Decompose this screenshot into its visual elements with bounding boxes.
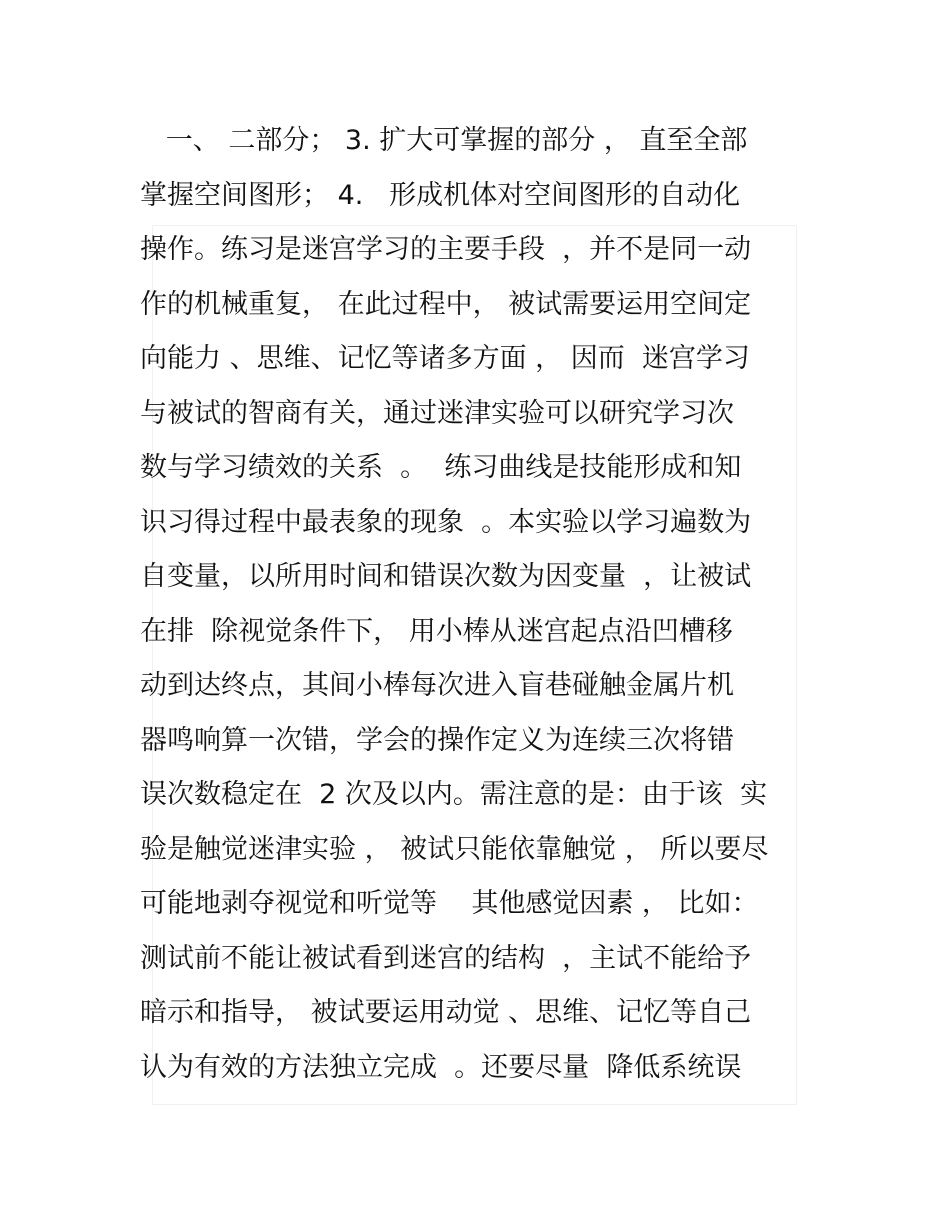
text-line: 向能力 、思维、记忆等诸多方面 ， 因而 迷宫学习 (140, 343, 750, 374)
text-line: 自变量，以所用时间和错误次数为因变量 ，让被试 (140, 561, 752, 592)
text-line: 一、 二部分； 3. 扩大可掌握的部分 ， 直至全部 (140, 125, 748, 156)
text-line: 验是触觉迷津实验 ， 被试只能依靠触觉 ， 所以要尽 (140, 833, 769, 865)
text-line: 识习得过程中最表象的现象 。本实验以学习遍数为 (140, 506, 752, 538)
text-line: 测试前不能让被试看到迷宫的结构 ，主试不能给予 (140, 942, 752, 974)
body-text (140, 114, 810, 1095)
text-line: 认为有效的方法独立完成 。还要尽量 降低系统误 (140, 1051, 742, 1083)
text-line: 与被试的智商有关，通过迷津实验可以研究学习次 (140, 397, 734, 429)
text-line: 数与学习绩效的关系 。 练习曲线是技能形成和知 (140, 452, 742, 483)
text-line: 在排 除视觉条件下， 用小棒从迷宫起点沿凹槽移 (140, 615, 733, 647)
text-line: 操作。练习是迷宫学习的主要手段 ，并不是同一动 (140, 234, 752, 265)
text-line: 作的机械重复， 在此过程中， 被试需要运用空间定 (140, 288, 752, 320)
text-line: 暗示和指导， 被试要运用动觉 、思维、记忆等自己 (140, 997, 752, 1028)
text-line: 动到达终点，其间小棒每次进入盲巷碰触金属片机 (140, 670, 734, 701)
text-line: 器鸣响算一次错，学会的操作定义为连续三次将错 (140, 724, 734, 756)
text-line: 掌握空间图形； 4. 形成机体对空间图形的自动化 (140, 179, 741, 211)
text-line: 误次数稳定在 2 次及以内。需注意的是：由于该 实 (140, 779, 768, 810)
text-line: 可能地剥夺视觉和听觉等 其他感觉因素 ， 比如： (140, 888, 759, 919)
